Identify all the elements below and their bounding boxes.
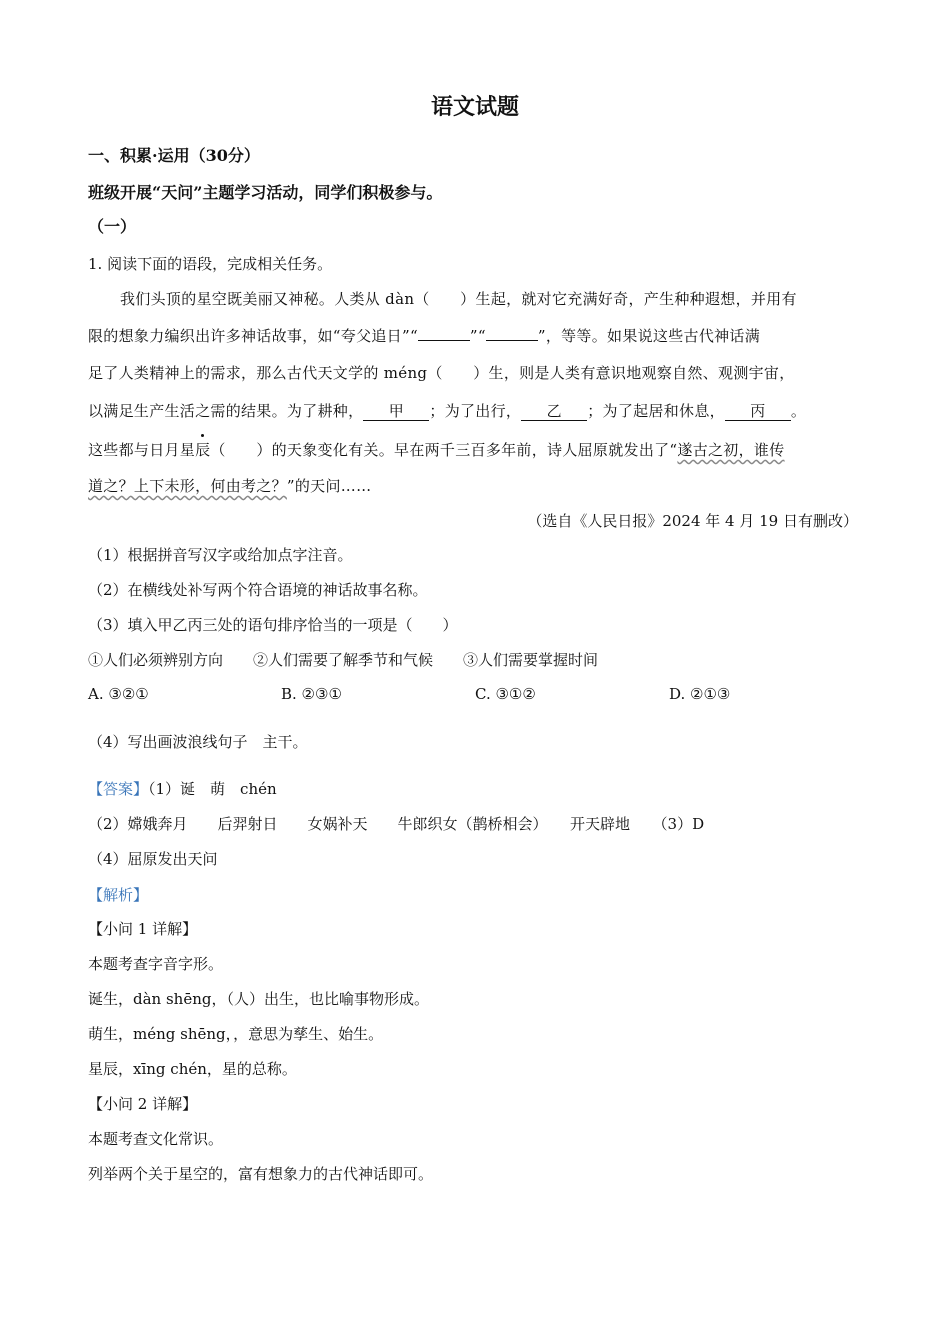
- passage-line-3: [88, 363, 858, 383]
- passage-text: 我们头顶的星空既美丽又神秘。人类从 dàn（ ）生起，就对它充满好奇，产生种种遐想，并用有: [120, 290, 797, 308]
- blank-bing[interactable]: 丙: [725, 402, 791, 421]
- option-c[interactable]: C. ③①②: [475, 685, 536, 703]
- passage-text: 足了人类精神上的需求，那么古代天文学的 méng（ ）生，则是人类有意识地观察自然、观测宇宙，: [88, 364, 795, 382]
- question-1-stem: 1. 阅读下面的语段，完成相关任务。: [88, 255, 333, 273]
- subquestion-2: （2）在横线处补写两个符合语境的神话故事名称。: [88, 581, 428, 599]
- analysis-text: 列举两个关于星空的，富有想象力的古代神话即可。: [88, 1165, 434, 1183]
- subquestion-3: （3）填入甲乙丙三处的语句排序恰当的一项是（ ）: [88, 616, 458, 634]
- option-d[interactable]: D. ②①③: [669, 685, 731, 703]
- passage-source: （选自《人民日报》2024 年 4 月 19 日有删改）: [527, 512, 858, 530]
- passage-text: ”“: [469, 327, 486, 345]
- passage-text: （ ）的天象变化有关。早在两千三百多年前，诗人屈原就发出了“: [210, 441, 678, 459]
- analysis-text: 诞生，dàn shēng，（人）出生，也比喻事物形成。: [88, 990, 429, 1008]
- passage-line-2: [88, 326, 858, 346]
- blank-yi[interactable]: 乙: [521, 402, 587, 421]
- passage-text: ；为了起居和休息，: [587, 402, 725, 420]
- passage-text: 这些都与日月星: [88, 441, 196, 459]
- analysis-text: 萌生，méng shēng，，意思为孳生、始生。: [88, 1025, 384, 1043]
- answer-line-3: （4）屈原发出天问: [88, 850, 218, 868]
- passage-line-6: [88, 476, 858, 496]
- section-heading: 一、积累·运用（30分）: [88, 146, 260, 165]
- wavy-underlined-sentence: 遂古之初，谁传: [677, 441, 785, 459]
- analysis-text: 本题考查文化常识。: [88, 1130, 224, 1148]
- document-title: 语文试题: [430, 94, 519, 120]
- passage-text: 限的想象力编织出许多神话故事，如“夸父追日”“: [88, 327, 418, 345]
- myth-blank-2[interactable]: [486, 340, 538, 341]
- subquestion-3-items: ①人们必须辨别方向 ②人们需要了解季节和气候 ③人们需要掌握时间: [88, 651, 599, 669]
- answer-line-2: （2）嫦娥奔月 后羿射日 女娲补天 牛郎织女（鹊桥相会） 开天辟地 （3）D: [88, 815, 705, 833]
- passage-text: ；为了出行，: [429, 402, 522, 420]
- option-a[interactable]: A. ③②①: [88, 685, 149, 703]
- passage-text: ”的天问……: [286, 477, 372, 495]
- analysis-heading-2: 【小问 2 详解】: [88, 1095, 198, 1113]
- wavy-underlined-sentence: 道之？上下未形，何由考之？: [88, 477, 287, 495]
- answer-tag: 【答案】: [88, 780, 149, 798]
- passage-line-1: [120, 289, 858, 309]
- passage-text: ”，等等。如果说这些古代神话满: [537, 327, 761, 345]
- dotted-character: 辰: [195, 441, 211, 459]
- option-b[interactable]: B. ②③①: [281, 685, 342, 703]
- passage-line-4: [88, 401, 858, 421]
- passage-line-5: [88, 440, 858, 460]
- analysis-text: 本题考查字音字形。: [88, 955, 224, 973]
- subquestion-1: （1）根据拼音写汉字或给加点字注音。: [88, 546, 353, 564]
- analysis-text: 星辰，xīng chén，星的总称。: [88, 1060, 297, 1078]
- subquestion-4: （4）写出画波浪线句子 主干。: [88, 733, 308, 751]
- activity-intro: 班级开展“天问”主题学习活动，同学们积极参与。: [88, 183, 443, 202]
- answer-line-1: [88, 779, 858, 799]
- analysis-tag: 【解析】: [88, 886, 149, 904]
- passage-text: 。: [790, 402, 807, 420]
- myth-blank-1[interactable]: [418, 340, 470, 341]
- part-heading: （一）: [88, 217, 137, 236]
- passage-text: 以满足生产生活之需的结果。为了耕种，: [88, 402, 364, 420]
- blank-jia[interactable]: 甲: [363, 402, 429, 421]
- analysis-heading-1: 【小问 1 详解】: [88, 920, 198, 938]
- answer-text: （1）诞 萌 chén: [148, 780, 277, 798]
